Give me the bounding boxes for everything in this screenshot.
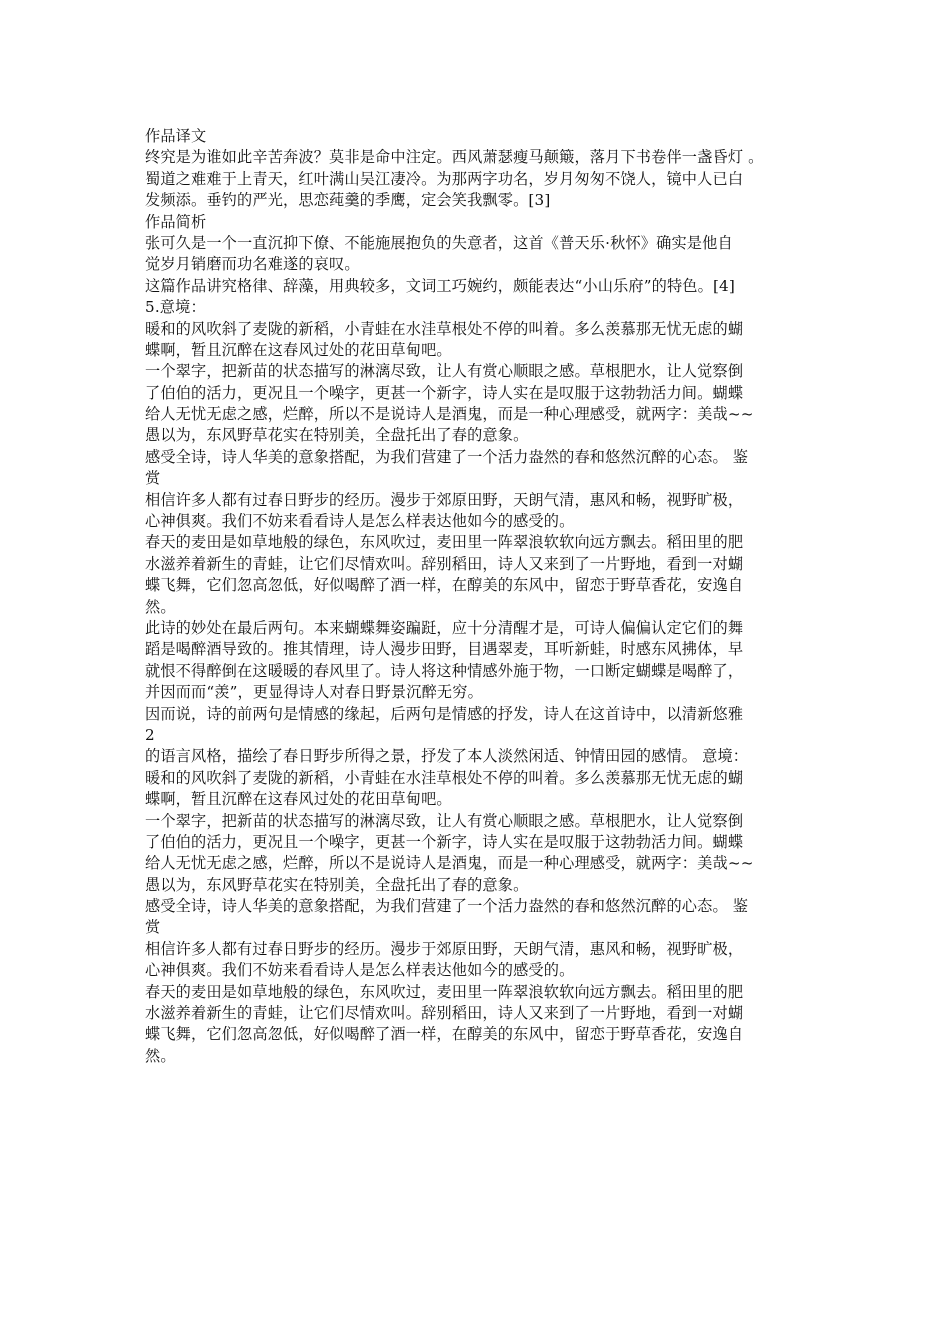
text-line: 了伯伯的活力，更况且一个噪字，更甚一个新字，诗人实在是叹服于这勃勃活力间。蝴蝶 [145,383,744,402]
text-line: 了伯伯的活力，更况且一个噪字，更甚一个新字，诗人实在是叹服于这勃勃活力间。蝴蝶 [145,832,744,851]
text-line: 春天的麦田是如草地般的绿色，东风吹过，麦田里一阵翠浪软软向远方飘去。稻田里的肥 [145,982,744,1001]
text-line: 水滋养着新生的青蛙，让它们尽情欢叫。辞别稻田，诗人又来到了一片野地，看到一对蝴 [145,554,744,573]
text-line: 蝶啊，暂且沉醉在这春风过处的花田草甸吧。 [145,790,452,809]
text-line: 张可久是一个一直沉抑下僚、不能施展抱负的失意者，这首《普天乐·秋怀》确实是他自 [145,233,733,252]
text-line: 因而说，诗的前两句是情感的缘起，后两句是情感的抒发，诗人在这首诗中，以清新悠雅 [145,704,744,723]
text-line: 一个翠字，把新苗的状态描写的淋漓尽致，让人有赏心顺眼之感。草根肥水，让人觉察倒 [145,362,744,381]
text-line: 然。 [145,597,176,616]
text-line: 心神俱爽。我们不妨来看看诗人是怎么样表达他如今的感受的。 [145,961,575,980]
text-line: 赏 [145,918,161,937]
text-line: 愚以为，东风野草花实在特别美，全盘托出了春的意象。 [145,426,529,445]
page-number: 2 [145,725,155,744]
text-line: 水滋养着新生的青蛙，让它们尽情欢叫。辞别稻田，诗人又来到了一片野地，看到一对蝴 [145,1004,744,1023]
text-line: 蝶啊，暂且沉醉在这春风过处的花田草甸吧。 [145,340,452,359]
text-line: 相信许多人都有过春日野步的经历。漫步于郊原田野，天朗气清，惠风和畅，视野旷极， [145,939,744,958]
text-line: 此诗的妙处在最后两句。本来蝴蝶舞姿蹁跹，应十分清醒才是，可诗人偏偏认定它们的舞 [145,618,744,637]
text-line: 这篇作品讲究格律、辞藻，用典较多，文词工巧婉约，颇能表达“小山乐府”的特色。[4] [145,276,735,295]
text-line: 就恨不得醉倒在这暖暖的春风里了。诗人将这种情感外施于物，一口断定蝴蝶是喝醉了， [145,661,744,680]
text-line: 然。 [145,1046,176,1065]
text-line: 给人无忧无虑之感，烂醉，所以不是说诗人是酒鬼，而是一种心理感受，就两字：美哉~~ [145,854,754,873]
text-line: 蝶飞舞，它们忽高忽低，好似喝醉了酒一样，在醇美的东风中，留恋于野草香花，安逸自 [145,576,744,595]
text-line: 暖和的风吹斜了麦陇的新稻，小青蛙在水洼草根处不停的叫着。多么羡慕那无忧无虑的蝴 [145,319,744,338]
text-line: 觉岁月销磨而功名难遂的哀叹。 [145,255,360,274]
text-line: 蝶飞舞，它们忽高忽低，好似喝醉了酒一样，在醇美的东风中，留恋于野草香花，安逸自 [145,1025,744,1044]
text-line: 蜀道之难难于上青天，红叶满山吴江凄冷。为那两字功名，岁月匆匆不饶人，镜中人已白 [145,169,744,188]
text-line: 感受全诗，诗人华美的意象搭配，为我们营建了一个活力盎然的春和悠然沉醉的心态。 鉴 [145,897,749,916]
text-line: 5.意境： [145,298,206,317]
text-line: 春天的麦田是如草地般的绿色，东风吹过，麦田里一阵翠浪软软向远方飘去。稻田里的肥 [145,533,744,552]
text-line: 一个翠字，把新苗的状态描写的淋漓尽致，让人有赏心顺眼之感。草根肥水，让人觉察倒 [145,811,744,830]
text-line: 赏 [145,469,161,488]
text-line: 作品译文 [145,127,207,145]
text-line: 相信许多人都有过春日野步的经历。漫步于郊原田野，天朗气清，惠风和畅，视野旷极， [145,490,744,509]
text-line: 给人无忧无虑之感，烂醉，所以不是说诗人是酒鬼，而是一种心理感受，就两字：美哉~~ [145,405,754,424]
text-line: 心神俱爽。我们不妨来看看诗人是怎么样表达他如今的感受的。 [145,512,575,531]
document-body [145,126,810,1067]
text-line: 感受全诗，诗人华美的意象搭配，为我们营建了一个活力盎然的春和悠然沉醉的心态。 鉴 [145,447,749,466]
text-line: 暖和的风吹斜了麦陇的新稻，小青蛙在水洼草根处不停的叫着。多么羡慕那无忧无虑的蝴 [145,768,744,787]
text-line: 并因而而“羡”，更显得诗人对春日野景沉醉无穷。 [145,683,483,702]
text-line: 愚以为，东风野草花实在特别美，全盘托出了春的意象。 [145,875,529,894]
text-line: 的语言风格，描绘了春日野步所得之景，抒发了本人淡然闲适、钟情田园的感情。 意境： [145,747,749,766]
text-line: 作品简析 [145,212,207,231]
text-line: 发频添。垂钓的严光，思恋莼羹的季鹰，定会笑我飘零。[3] [145,191,551,210]
text-line: 蹈是喝醉酒导致的。推其情理，诗人漫步田野，目遇翠麦，耳听新蛙，时感东风拂体，早 [145,640,744,659]
text-line: 终究是为谁如此辛苦奔波？莫非是命中注定。西风萧瑟瘦马颠簸，落月下书卷伴一盏昏灯 。 [145,148,764,167]
